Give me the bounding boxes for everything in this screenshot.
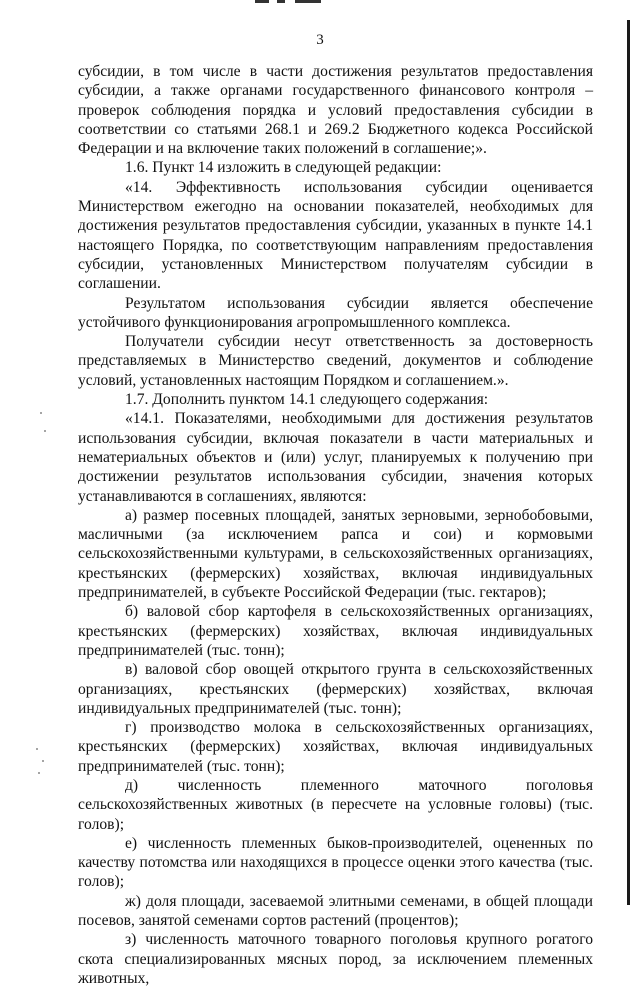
scan-speck [42, 760, 44, 762]
paragraph: в) валовой сбор овощей открытого грунта в сельскохозяйственных организациях, крестьянских (фермерских) хозяйствах, включая индивидуальных предпринимателей (тыс. тонн); [78, 661, 593, 717]
paragraph: 1.6. Пункт 14 изложить в следующей редакции: [125, 159, 442, 177]
paragraph: г) производство молока в сельскохозяйственных организациях, крестьянских (фермерских) хозяйствах, включая индивидуальных предпринимателей (тыс. тонн); [78, 719, 593, 775]
scan-speck [36, 748, 38, 750]
paragraph: 1.7. Дополнить пунктом 14.1 следующего содержания: [125, 391, 489, 409]
paragraph: «14. Эффективность использования субсидии оценивается Министерством ежегодно на основании показателей, необходимых для достижения результатов предоставления субсидии, указанных в пункте 14.1 настоящего Порядка, по соответствующим направлениям предоставления субсидии, установленных Министерством получателям субсидии в соглашении. [78, 178, 593, 293]
scan-speck [44, 430, 46, 432]
paragraph: д) численность племенного маточного поголовья сельскохозяйственных животных (в пересчете на условные головы) (тыс. голов); [78, 776, 593, 833]
document-body [78, 62, 593, 988]
paragraph: «14.1. Показателями, необходимыми для достижения результатов использования субсидии, включая показатели в части материальных и нематериальных объектов и (или) услуг, планируемых к получению при достижении результатов использования субсидии, значения которых устанавливаются в соглашениях, являются: [78, 410, 593, 505]
scan-artifact-top [255, 0, 325, 4]
paragraph: Результатом использования субсидии является обеспечение устойчивого функционирования агропромышленного комплекса. [78, 294, 593, 331]
scan-speck [38, 772, 40, 774]
paragraph: ж) доля площади, засеваемой элитными семенами, в общей площади посевов, занятой семенами сортов растений (процентов); [78, 892, 593, 930]
paragraph: субсидии, в том числе в части достижения результатов предоставления субсидии, а также органами государственного финансового контроля – проверок соблюдения порядка и условий предоставления субсидии в соответствии со статьями 268.1 и 269.2 Бюджетного кодекса Российской Федерации и на включение таких положений в соглашение;». [78, 63, 593, 158]
paragraph: б) валовой сбор картофеля в сельскохозяйственных организациях, крестьянских (фермерских) хозяйствах, включая индивидуальных предпринимателей (тыс. тонн); [78, 603, 593, 659]
scan-edge-line [627, 20, 630, 905]
page-number: 3 [316, 32, 324, 48]
paragraph: з) численность маточного товарного поголовья крупного рогатого скота специализированных мясных пород, за исключением племенных животных, [78, 931, 593, 987]
paragraph: Получатели субсидии несут ответственность за достоверность представляемых в Министерство сведений, документов и соблюдение условий, установленных настоящим Порядком и соглашением.». [78, 333, 593, 389]
scan-speck [40, 412, 42, 414]
paragraph: а) размер посевных площадей, занятых зерновыми, зернобобовыми, масличными (за исключением рапса и сои) и кормовыми сельскохозяйственными культурами, в сельскохозяйственных организациях, крестьянских (фермерских) хозяйствах, включая индивидуальных предпринимателей, в субъекте Российской Федерации (тыс. гектаров); [78, 506, 593, 602]
paragraph: е) численность племенных быков-производителей, оцененных по качеству потомства или находящихся в процессе оценки этого качества (тыс. голов); [78, 834, 593, 891]
